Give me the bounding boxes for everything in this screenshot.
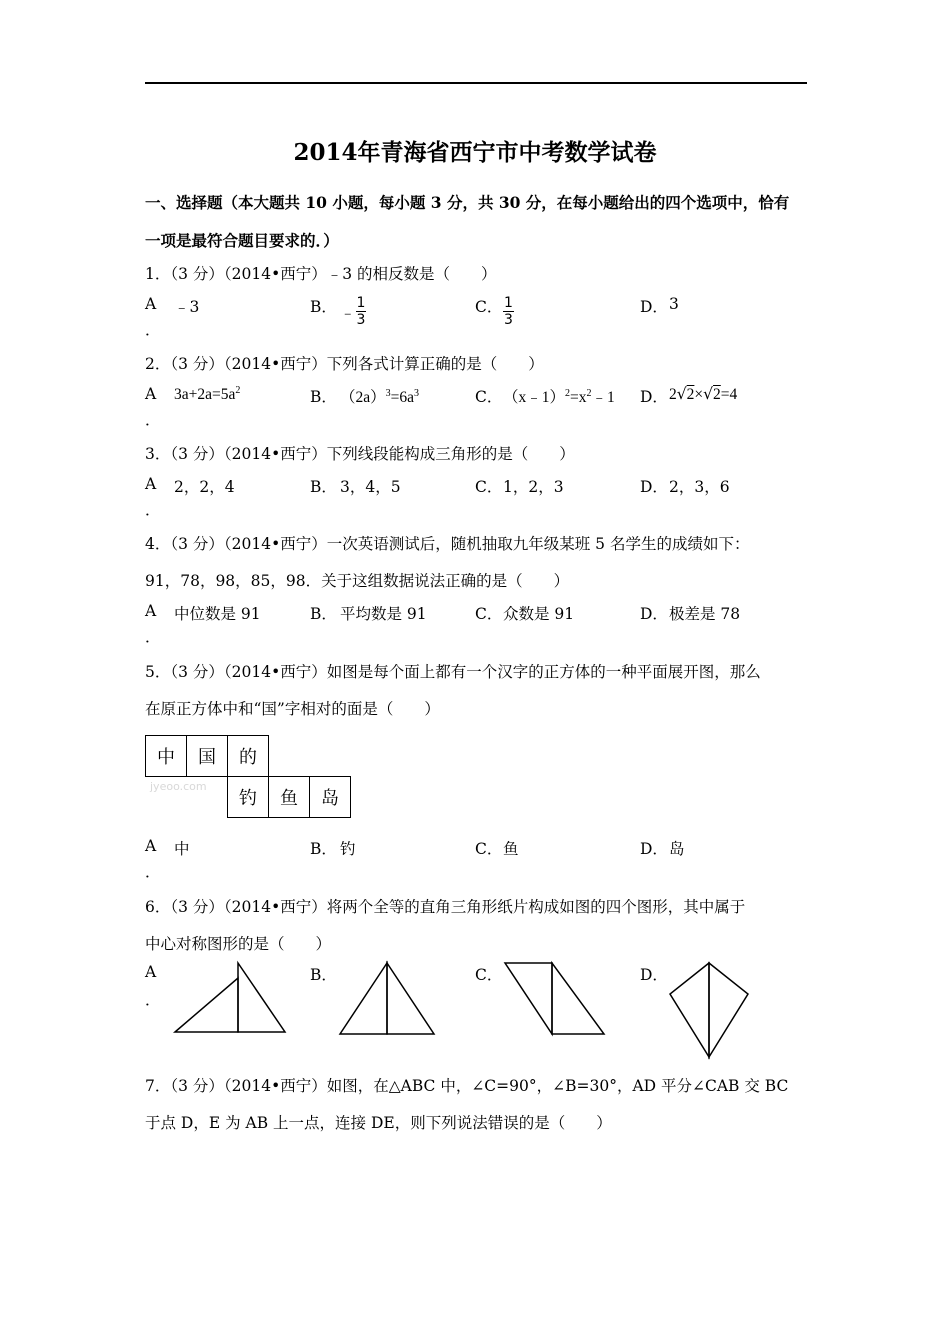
q2-option-a [174, 385, 240, 404]
q6-option-d-label: D． [640, 966, 668, 984]
q2-option-b-sup: 3 [385, 387, 391, 399]
q6-b-triangle-left [340, 963, 387, 1034]
q1-option-c-label: C． [475, 298, 503, 316]
q3-option-a-text: 2，2，4 [174, 478, 235, 496]
q6-figure-a [170, 958, 290, 1038]
question-5-stem-line1: 5．（3 分）（2014•西宁）如图是每个面上都有一个汉字的正方体的一种平面展开图，那么 [145, 663, 761, 681]
q2-option-c-text: （x﹣1） [503, 389, 566, 406]
q1-option-a-label: A [145, 295, 157, 313]
q3-option-d-label: D． [640, 478, 668, 496]
q2-option-c-end: ﹣1 [591, 389, 615, 406]
q2-option-d-equals: =4 [720, 386, 738, 403]
q1-option-d-text: 3 [669, 295, 679, 313]
cube-net-figure [145, 735, 351, 818]
q2-option-c [503, 385, 615, 407]
q1-option-a-text: ﹣3 [174, 298, 200, 316]
q5-option-a-dot: ． [145, 863, 161, 881]
q2-option-d [669, 385, 737, 404]
q6-a-triangle-left [175, 978, 238, 1032]
q5-option-d-label: D． [640, 840, 668, 858]
cube-net-empty-cell [269, 736, 310, 777]
q2-option-d-times: × [694, 386, 704, 403]
q2-option-a-text: 3a+2a=5a [174, 386, 236, 404]
q1-option-b-fraction [356, 295, 367, 328]
q6-figure-c [500, 958, 610, 1038]
q2-option-d-root1: √ [676, 385, 687, 403]
q1-option-d-label: D． [640, 298, 668, 316]
cube-net-cell: 岛 [310, 777, 351, 818]
q6-option-b-label: B． [310, 966, 337, 984]
q6-d-triangle-left [670, 963, 709, 1057]
q2-option-b-sup2: 3 [414, 387, 420, 399]
q4-option-a-dot: ． [145, 628, 161, 646]
q4-option-a-label: A [145, 602, 157, 620]
q4-option-a-text: 中位数是 91 [174, 605, 261, 623]
q6-c-triangle-top [505, 963, 552, 1034]
q2-option-a-dot: ． [145, 411, 161, 429]
q1-option-a-dot: ． [145, 321, 161, 339]
q3-option-a-dot: ． [145, 501, 161, 519]
q6-option-c-label: C． [475, 966, 503, 984]
q2-option-d-label: D． [640, 388, 668, 406]
question-1-stem: 1．（3 分）（2014•西宁）﹣3 的相反数是（ ） [145, 265, 497, 283]
q2-option-a-label: A [145, 385, 157, 403]
q6-d-triangle-right [709, 963, 748, 1057]
q1-option-b-label: B． [310, 298, 337, 316]
q6-b-triangle-right [387, 963, 434, 1034]
q4-option-c-label: C． [475, 605, 503, 623]
q6-c-triangle-bottom [552, 963, 604, 1034]
q5-option-a-label: A [145, 837, 157, 855]
q1-option-c [503, 295, 514, 328]
q1-option-c-fraction [503, 295, 514, 328]
cube-net-cell: 钓 [228, 777, 269, 818]
q2-option-c-sup2: 2 [586, 387, 592, 399]
q1-option-b [340, 295, 366, 328]
cube-net-cell: 的 [228, 736, 269, 777]
q2-option-d-radicand1: 2 [686, 386, 695, 403]
cube-net-row-1 [146, 736, 351, 777]
cube-net-cell: 中 [146, 736, 187, 777]
q4-option-b-text: 平均数是 91 [340, 605, 427, 623]
section-heading-line2: 一项是最符合题目要求的．） [145, 231, 339, 250]
cube-net-cell: 鱼 [269, 777, 310, 818]
question-7-stem-line1: 7．（3 分）（2014•西宁）如图，在△ABC 中，∠C=90°，∠B=30°，AD 平分∠CAB 交 BC [145, 1077, 789, 1095]
cube-net-cell: 国 [187, 736, 228, 777]
page-title: 2014年青海省西宁市中考数学试卷 [293, 139, 657, 166]
q6-figure-d [665, 958, 755, 1062]
question-6-stem-line1: 6．（3 分）（2014•西宁）将两个全等的直角三角形纸片构成如图的四个图形，其中属于 [145, 898, 746, 916]
header-rule [145, 82, 807, 84]
q2-option-d-coef: 2 [669, 386, 677, 403]
q1-option-c-denominator: 3 [504, 312, 513, 328]
question-5-stem-line2: 在原正方体中和“国”字相对的面是（ ） [145, 700, 440, 718]
question-3-stem: 3．（3 分）（2014•西宁）下列线段能构成三角形的是（ ） [145, 445, 575, 463]
q3-option-b-label: B． [310, 478, 337, 496]
q3-option-c-label: C． [475, 478, 503, 496]
q4-option-d-text: 极差是 78 [669, 605, 741, 623]
q5-option-c-text: 鱼 [503, 840, 519, 858]
question-7-stem-line2: 于点 D，E 为 AB 上一点，连接 DE，则下列说法错误的是（ ） [145, 1114, 612, 1132]
watermark: jyeoo.com [150, 780, 207, 793]
q4-option-d-label: D． [640, 605, 668, 623]
q2-option-c-rest: =x [570, 389, 587, 406]
q1-option-b-denominator: 3 [356, 312, 366, 328]
q6-a-triangle-right [238, 963, 285, 1032]
q4-option-c-text: 众数是 91 [503, 605, 575, 623]
q2-option-b-text: （2a） [340, 389, 386, 406]
q5-option-d-text: 岛 [669, 840, 685, 858]
q3-option-b-text: 3，4，5 [340, 478, 401, 496]
section-heading-line1: 一、选择题（本大题共 10 小题，每小题 3 分，共 30 分，在每小题给出的四个选项中，恰有 [145, 193, 790, 212]
q2-option-b [340, 385, 419, 407]
q6-option-a-label: A [145, 963, 157, 981]
q1-option-b-sign: ﹣ [340, 303, 356, 322]
q6-figure-b [335, 958, 440, 1038]
q3-option-d-text: 2，3，6 [669, 478, 730, 496]
q2-option-b-label: B． [310, 388, 337, 406]
q2-option-b-rest: =6a [390, 389, 415, 406]
q2-option-d-radicand2: 2 [713, 386, 721, 403]
q1-option-b-numerator: 1 [356, 295, 366, 311]
question-6-stem-line2: 中心对称图形的是（ ） [145, 935, 332, 953]
question-4-stem-line2: 91，78，98，85，98．关于这组数据说法正确的是（ ） [145, 572, 570, 590]
q4-option-b-label: B． [310, 605, 337, 623]
q3-option-a-label: A [145, 475, 157, 493]
question-4-stem-line1: 4．（3 分）（2014•西宁）一次英语测试后，随机抽取九年级某班 5 名学生的成绩如下： [145, 535, 750, 553]
q6-option-a-dot: ． [145, 991, 161, 1009]
q2-option-d-root2: √ [703, 385, 714, 403]
q2-option-c-label: C． [475, 388, 503, 406]
q5-option-a-text: 中 [174, 840, 190, 858]
q2-option-c-sup: 2 [565, 387, 571, 399]
question-2-stem: 2．（3 分）（2014•西宁）下列各式计算正确的是（ ） [145, 355, 544, 373]
q5-option-b-text: 钓 [340, 840, 356, 858]
q2-option-a-sup: 2 [235, 385, 241, 396]
q3-option-c-text: 1，2，3 [503, 478, 564, 496]
q5-option-b-label: B． [310, 840, 337, 858]
q5-option-c-label: C． [475, 840, 503, 858]
q1-option-c-numerator: 1 [504, 295, 513, 311]
